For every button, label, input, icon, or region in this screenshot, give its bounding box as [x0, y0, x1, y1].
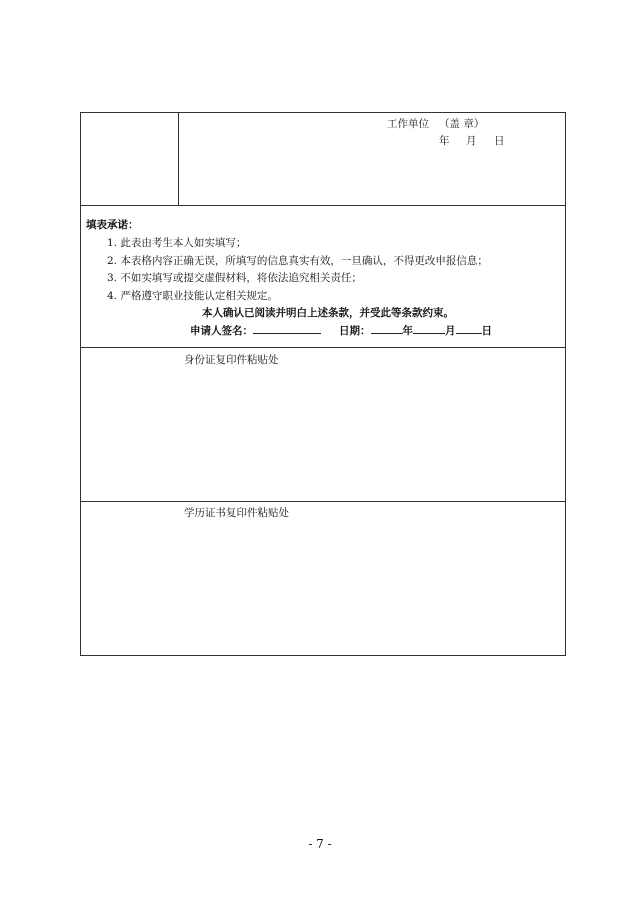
signature-label: 申请人签名：: [190, 325, 253, 337]
pledge-item: 2. 本表格内容正确无误，所填写的信息真实有效，一旦确认，不得更改申报信息；: [107, 255, 488, 267]
unit-date-year: 年: [439, 135, 450, 147]
left-column-divider: [178, 113, 179, 205]
date-month-label: 月: [445, 325, 456, 337]
id-card-paste-label: 身份证复印件粘贴处: [184, 354, 279, 366]
unit-date-month: 月: [466, 135, 477, 147]
date-year-label: 年: [402, 325, 413, 337]
date-day-label: 日: [481, 325, 492, 337]
date-year-blank[interactable]: [371, 322, 403, 334]
date-month-blank[interactable]: [413, 322, 445, 334]
pledge-item: 3. 不如实填写或提交虚假材料，将依法追究相关责任；: [107, 272, 362, 284]
row-divider: [81, 205, 565, 206]
pledge-title: 填表承诺：: [86, 219, 139, 231]
date-day-blank[interactable]: [456, 322, 482, 334]
pledge-item: 1. 此表由考生本人如实填写；: [107, 237, 247, 249]
diploma-paste-label: 学历证书复印件粘贴处: [184, 507, 289, 519]
work-unit-label: 工作单位: [387, 118, 429, 130]
seal-label: （盖 章）: [439, 118, 485, 130]
pledge-item: 4. 严格遵守职业技能认定相关规定。: [107, 290, 278, 302]
page-number: - 7 -: [308, 837, 332, 851]
unit-date-day: 日: [494, 135, 505, 147]
signature-blank[interactable]: [253, 322, 321, 334]
row-divider: [81, 501, 565, 502]
application-form-table: [80, 112, 566, 656]
row-divider: [81, 347, 565, 348]
pledge-confirmation: 本人确认已阅读并明白上述条款，并受此等条款约束。: [202, 307, 454, 319]
date-label: 日期：: [339, 325, 371, 337]
signature-row: [190, 322, 492, 338]
